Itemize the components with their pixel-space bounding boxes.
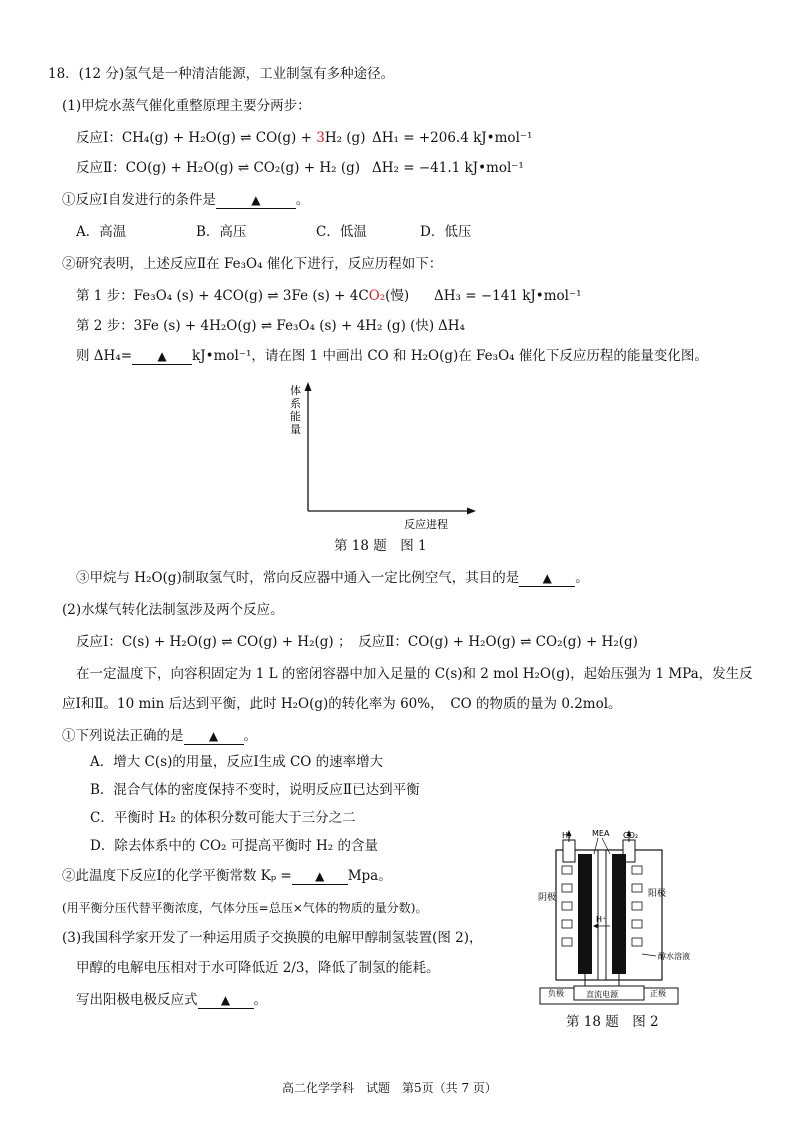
anode-plate (612, 854, 626, 974)
step-1-enthalpy: ΔH₃ = −141 kJ•mol⁻¹ (434, 288, 582, 304)
part3-line-2: 甲醇的电解电压相对于水可降低近 2/3，降低了制氢的能耗。 (76, 960, 440, 976)
negative-label: 负极 (548, 989, 564, 998)
reaction-1-enthalpy: ΔH₁ = +206.4 kJ•mol⁻¹ (372, 130, 533, 146)
part3-line-1: (3)我国科学家开发了一种运用质子交换膜的电解甲醇制氢装置(图 2)， (62, 930, 483, 946)
q1-3: ③甲烷与 H₂O(g)制取氢气时，常向反应器中通入一定比例空气，其目的是 ▲ 。 (76, 570, 589, 586)
part2-text-2: 应Ⅰ和Ⅱ。10 min 后达到平衡，此时 H₂O(g)的转化率为 60%， CO 的物质的量为 0.2mol。 (62, 696, 622, 712)
answer-blank[interactable]: ▲ (216, 192, 296, 209)
answer-blank[interactable]: ▲ (184, 728, 244, 745)
co2-label: CO₂ (623, 831, 639, 840)
y-axis-label: 体 (290, 384, 301, 397)
option-2a: A．增大 C(s)的用量，反应Ⅰ生成 CO 的速率增大 (90, 754, 384, 770)
mea-label: MEA (592, 829, 610, 838)
answer-blank[interactable]: ▲ (198, 992, 254, 1009)
figure-1-caption: 第 18 题 图 1 (334, 538, 427, 554)
part2-text-1: 在一定温度下，向容积固定为 1 L 的密闭容器中加入足量的 C(s)和 2 mol H₂O(g)，起始压强为 1 MPa，发生反 (76, 666, 753, 682)
option-b: B．高压 (196, 224, 247, 240)
part1-intro: (1)甲烷水蒸气催化重整原理主要分两步： (62, 98, 311, 114)
solution-label: 醇水溶液 (658, 952, 690, 961)
option-d: D．低压 (420, 224, 472, 240)
step-2: 第 2 步：3Fe (s) + 4H₂O(g) ⇌ Fe₃O₄ (s) + 4H₂ (g) (快) (76, 318, 435, 334)
svg-text:系: 系 (290, 397, 301, 410)
page-footer: 高二化学学科 试题 第5页（共 7 页） (282, 1081, 497, 1095)
step-2-enthalpy: ΔH₄ (438, 318, 465, 334)
option-c: C．低温 (316, 224, 367, 240)
q1-2-intro: ②研究表明，上述反应Ⅱ在 Fe₃O₄ 催化下进行，反应历程如下： (62, 256, 443, 272)
x-axis-arrow-icon (467, 508, 476, 515)
option-2b: B．混合气体的密度保持不变时，说明反应Ⅱ已达到平衡 (90, 782, 420, 798)
cathode-plate (578, 854, 592, 974)
figure-2-caption: 第 18 题 图 2 (566, 1014, 659, 1030)
cathode-label: 阴极 (538, 893, 557, 903)
answer-blank[interactable]: ▲ (132, 348, 192, 365)
proton-label: H⁺ (596, 915, 607, 924)
positive-label: 正极 (650, 989, 666, 998)
figure-2[interactable] (530, 828, 710, 1010)
svg-text:量: 量 (290, 423, 301, 436)
part2-intro: (2)水煤气转化法制氢涉及两个反应。 (62, 602, 284, 618)
answer-blank[interactable]: ▲ (292, 868, 348, 885)
option-a: A．高温 (76, 224, 127, 240)
reaction-2: 反应Ⅱ：CO(g) + H₂O(g) ⇌ CO₂(g) + H₂ (g) (76, 160, 360, 176)
y-axis-arrow-icon (305, 382, 312, 391)
q2-2-note: (用平衡分压代替平衡浓度，气体分压=总压×气体的物质的量分数)。 (62, 901, 428, 915)
figure-1[interactable] (280, 378, 480, 538)
q2-1: ①下列说法正确的是 ▲ 。 (62, 728, 257, 744)
anode-label: 阳极 (648, 889, 667, 899)
answer-blank[interactable]: ▲ (519, 570, 575, 587)
q2-2: ②此温度下反应Ⅰ的化学平衡常数 Kₚ = ▲ Mpa。 (62, 868, 392, 884)
red-coefficient: 3 (316, 130, 325, 146)
option-2c: C．平衡时 H₂ 的体积分数可能大于三分之二 (90, 810, 356, 826)
h2-label: H₂ (562, 831, 572, 840)
part2-reactions: 反应Ⅰ：C(s) + H₂O(g) ⇌ CO(g) + H₂(g) ； 反应Ⅱ：CO(g) + H₂O(g) ⇌ CO₂(g) + H₂(g) (76, 634, 638, 650)
reaction-1: 反应Ⅰ：CH₄(g) + H₂O(g) ⇌ CO(g) + 3H₂ (g) (76, 130, 366, 146)
power-label: 直流电源 (586, 990, 618, 999)
svg-text:能: 能 (290, 410, 301, 423)
question-header: 18．(12 分)氢气是一种清洁能源，工业制氢有多种途径。 (48, 66, 395, 82)
q3: 写出阳极电极反应式 ▲ 。 (76, 992, 267, 1008)
x-axis-label: 反应进程 (404, 518, 448, 531)
reaction-2-enthalpy: ΔH₂ = −41.1 kJ•mol⁻¹ (372, 160, 524, 176)
proton-arrow-icon (593, 924, 598, 929)
q1-1: ①反应Ⅰ自发进行的条件是 ▲ 。 (62, 192, 310, 208)
option-2d: D．除去体系中的 CO₂ 可提高平衡时 H₂ 的含量 (90, 838, 378, 854)
step-1: 第 1 步：Fe₃O₄ (s) + 4CO(g) ⇌ 3Fe (s) + 4CO₂(慢) (76, 288, 410, 304)
q1-2-ask: 则 ΔH₄= ▲ kJ•mol⁻¹，请在图 1 中画出 CO 和 H₂O(g)在 Fe₃O₄ 催化下反应历程的能量变化图。 (76, 348, 708, 364)
